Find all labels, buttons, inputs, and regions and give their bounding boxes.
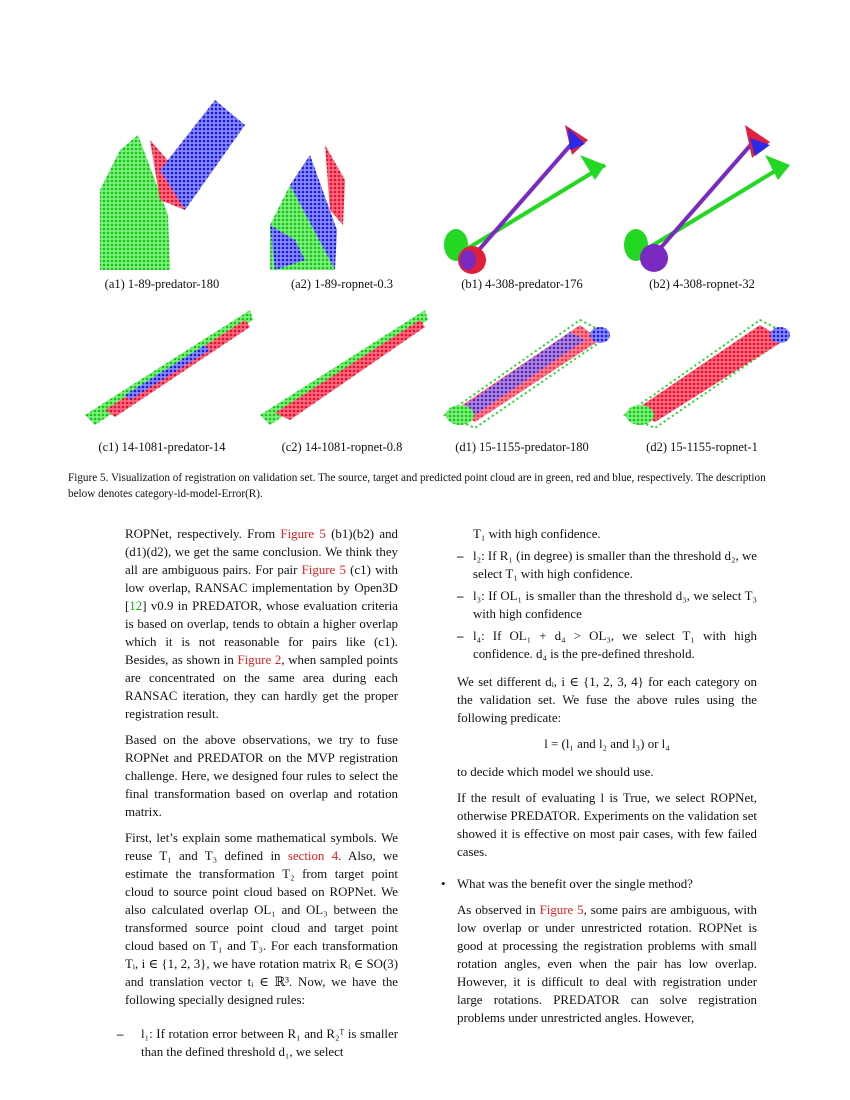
right-column xyxy=(441,525,757,1035)
panel-a1-image xyxy=(90,95,250,270)
rule-l2: – l₂: If R₁ (in degree) is smaller than the threshold d₂, we select T₁ with high confidence. xyxy=(457,549,757,581)
subcaption-b2: (b2) 4-308-ropnet-32 xyxy=(649,277,755,291)
subcaption-b1: (b1) 4-308-predator-176 xyxy=(461,277,583,291)
panel-d2-image xyxy=(620,310,795,430)
dash-marker: – xyxy=(117,1027,124,1041)
subcaption-a2: (a2) 1-89-ropnet-0.3 xyxy=(290,277,394,291)
left-paragraph-3: First, let’s explain some mathematical symbols. We reuse T₁ and T₃ defined in section 4. Also, we estimate the transformation T₂ from target point cloud to source point cloud based on ROPNet. We also calculated overlap OL₁ and OL₃ between the transformed source point cloud and target point cloud based on T₁ and T₃. For each transformation Tᵢ, i ∈ {1, 2, 3}, we have rotation matrix Rᵢ ∈ SO(3) and translation vector tᵢ ∈ ℝ³. Now, we have the following specially designed rules: xyxy=(125,831,398,1007)
right-paragraph-4: As observed in Figure 5, some pairs are ambiguous, with low overlap or under unrestricted rotation. ROPNet is good at processing the registration problems with small rotation angles, even when the pair has low overlap. However, it is difficult to deal with registration under large rotations. PREDATOR can solve registration problems under unrestricted angles. However, xyxy=(457,903,757,1025)
dash-marker: – xyxy=(457,549,464,563)
panel-b2-image xyxy=(620,120,790,275)
panel-a2-image xyxy=(265,130,385,270)
rule-l3: – l₃: If OL₁ is smaller than the threshold d₃, we select T₃ with high confidence xyxy=(457,589,757,621)
subcaption-d2: (d2) 15-1155-ropnet-1 xyxy=(646,440,758,454)
left-paragraph-1: ROPNet, respectively. From Figure 5 (b1)(b2) and (d1)(d2), we get the same conclusion. We think they all are ambiguous pairs. For pair Figure 5 (c1) with low overlap, RANSAC implementation by Open3D [12] v0.9 in PREDATOR, whose evaluation criteria is based on overlap, tends to obtain a higher overlap which it is not reasonable for pairs like (c1). Besides, as shown in Figure 2, when sampled points are concentrated on the same area during each RANSAC iteration, they can hardly get the proper registration result. xyxy=(125,527,399,721)
rule-l1: – l₁: If rotation error between R₁ and R₂ᵀ is smaller than the defined threshold d₁, we select xyxy=(117,1027,398,1059)
citation-12-link[interactable]: 12 xyxy=(129,599,143,613)
right-paragraph-2: to decide which model we should use. xyxy=(457,765,654,779)
panel-c1-image xyxy=(85,305,255,425)
subcaption-d1: (d1) 15-1155-predator-180 xyxy=(455,440,589,454)
rule-l4: – l₄: If OL₁ + d₄ > OL₃, we select T₁ with high confidence. d₄ is the pre-defined threshold. xyxy=(457,629,757,661)
section-4-link[interactable]: section 4 xyxy=(287,849,339,863)
subcaption-a1: (a1) 1-89-predator-180 xyxy=(104,277,220,291)
figure-5-link[interactable]: Figure 5 xyxy=(301,563,346,577)
rule-l1-continued: T₁ with high confidence. xyxy=(473,527,601,541)
right-paragraph-3: If the result of evaluating l is True, we select ROPNet, otherwise PREDATOR. Experiments on the validation set showed it is effective on most pair cases, with few failed cases. xyxy=(457,791,757,859)
right-paragraph-1: We set different dᵢ, i ∈ {1, 2, 3, 4} for each category on the validation set. We fuse the above rules using the following predicate: xyxy=(457,675,757,725)
figure-caption: Figure 5. Visualization of registration on validation set. The source, target and predicted point cloud are in green, red and blue, respectively. The description below denotes category-id-model-Error(R). xyxy=(68,472,766,500)
dash-marker: – xyxy=(457,629,464,643)
subcaption-c1: (c1) 14-1081-predator-14 xyxy=(98,440,226,454)
figure-5-link[interactable]: Figure 5 xyxy=(280,527,326,541)
panel-d1-image xyxy=(440,310,615,430)
figure-5-link[interactable]: Figure 5 xyxy=(539,903,584,917)
figure-2-link[interactable]: Figure 2 xyxy=(237,653,282,667)
left-paragraph-2: Based on the above observations, we try to fuse ROPNet and PREDATOR on the MVP registration challenge. Here, we designed four rules to select the final transformation based on overlap and rotation matrix. xyxy=(125,733,398,819)
left-column xyxy=(117,525,399,1065)
dash-marker: – xyxy=(457,589,464,603)
predicate-equation: l = (l₁ and l₂ and l₃) or l₄ xyxy=(544,737,670,751)
subcaption-c2: (c2) 14-1081-ropnet-0.8 xyxy=(281,440,403,454)
panel-c2-image xyxy=(260,305,430,425)
bullet-icon: • xyxy=(441,877,446,891)
panel-b1-image xyxy=(440,120,610,275)
bullet-question: • What was the benefit over the single method? xyxy=(441,877,693,891)
